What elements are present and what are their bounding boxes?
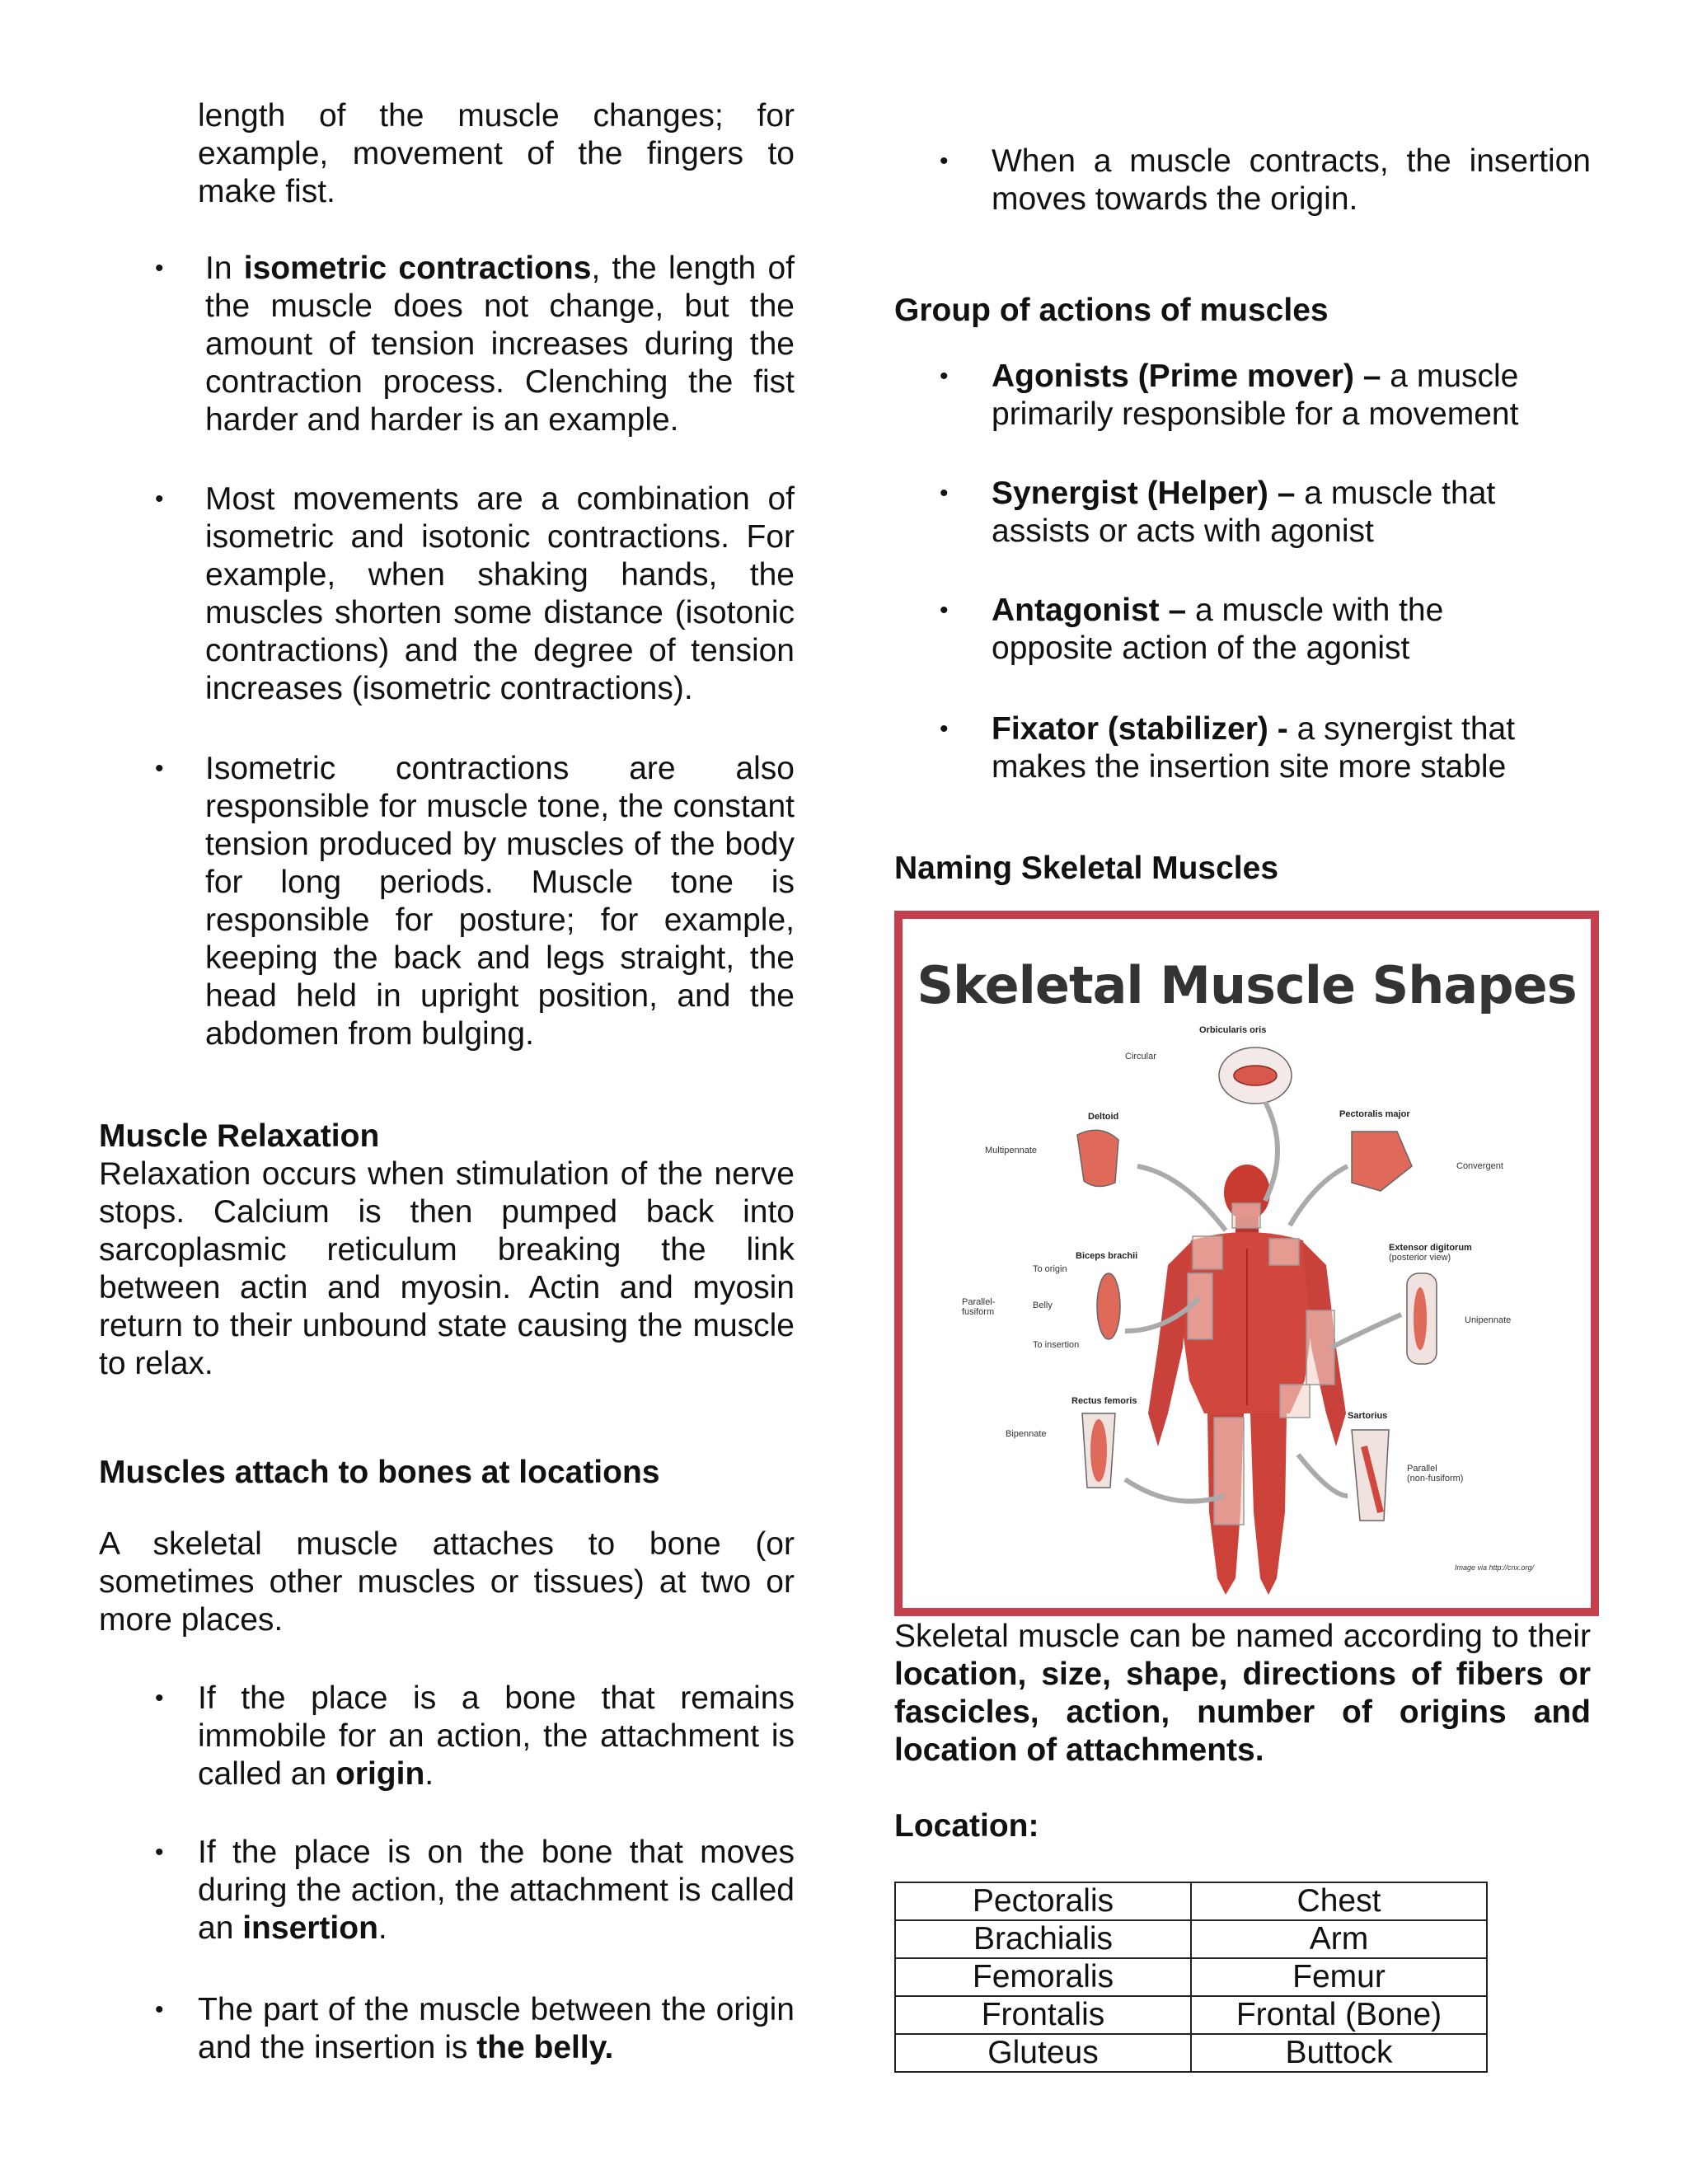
table-row [895, 1920, 1487, 1958]
inset-sartorius [1348, 1411, 1463, 1521]
bullet-dot: • [940, 597, 949, 624]
bullet-dot: • [155, 1685, 164, 1712]
inset-deltoid [985, 1112, 1118, 1187]
inset-extensor [1389, 1243, 1511, 1364]
table-cell: Buttock [1191, 2034, 1487, 2072]
table-row [895, 1958, 1487, 1996]
figure-title: Skeletal Muscle Shapes [917, 955, 1577, 1015]
bullet-dot: • [155, 255, 164, 282]
bullet-dot: • [155, 755, 164, 782]
table-cell: Arm [1191, 1920, 1487, 1958]
intro-continued-text: length of the muscle changes; for example, movement of the fingers to make fist. [198, 98, 795, 209]
label-circular: Circular [1125, 1052, 1156, 1062]
skeletal-muscle-shapes-figure [894, 911, 1599, 1616]
naming-text-bold: location, size, shape, directions of fibers or fascicles, action, number of origins and location of attachments. [894, 1657, 1591, 1768]
table-cell: Frontalis [895, 1996, 1191, 2034]
body-figure [1148, 1165, 1346, 1595]
label-parallel-2: (non-fusiform) [1407, 1474, 1464, 1483]
table-cell: Gluteus [895, 2034, 1191, 2072]
label-deltoid: Deltoid [1088, 1112, 1119, 1122]
bullet-text: . [377, 1910, 387, 1946]
group-heading: Group of actions of muscles [894, 293, 1329, 328]
label-unipennate: Unipennate [1465, 1315, 1512, 1325]
bullet-dot: • [940, 480, 949, 507]
label-to-origin: To origin [1033, 1264, 1067, 1274]
label-multipennate: Multipennate [985, 1146, 1037, 1155]
label-bipennate: Bipennate [1006, 1429, 1047, 1439]
group-item-term: Synergist (Helper) – [992, 476, 1296, 511]
label-sartorius: Sartorius [1348, 1411, 1388, 1421]
bullet-bold: isometric contractions [243, 251, 592, 286]
relaxation-text: Relaxation occurs when stimulation of the nerve stops. Calcium is then pumped back into sarcoplasmic reticulum breaking the link between actin and myosin. Actin and myosin return to their unbound state causing the muscle to relax. [99, 1156, 795, 1381]
group-item-term: Antagonist – [992, 593, 1187, 628]
bullet-insertion [198, 1834, 795, 1947]
table-cell: Femur [1191, 1958, 1487, 1996]
table-cell: Brachialis [895, 1920, 1191, 1958]
group-item-term: Agonists (Prime mover) – [992, 359, 1381, 394]
table-row [895, 2034, 1487, 2072]
table-cell: Pectoralis [895, 1882, 1191, 1920]
group-item-def: a muscle with the opposite action of the agonist [992, 593, 1444, 666]
muscle-diagram [903, 919, 1591, 1608]
table-cell: Frontal (Bone) [1191, 1996, 1487, 2034]
bullet-text: , the length of the muscle does not change, but the amount of tension increases during the contraction process. Clenching the fist harder and harder is an example. [205, 251, 795, 438]
bullet-dot: • [940, 715, 949, 743]
label-parallel-fusiform: Parallel- [962, 1297, 996, 1307]
label-pectoralis: Pectoralis major [1339, 1109, 1410, 1119]
location-table [894, 1882, 1488, 2073]
label-orbicularis: Orbicularis oris [1199, 1025, 1267, 1035]
naming-text [894, 1618, 1591, 1769]
bullet-dot: • [155, 485, 164, 513]
bullet-contracts: When a muscle contracts, the insertion moves towards the origin. [992, 143, 1591, 217]
bullet-bold: insertion [242, 1910, 378, 1946]
inset-pectoralis [1339, 1109, 1503, 1191]
label-parallel-fusiform-2: fusiform [962, 1307, 995, 1317]
label-belly: Belly [1033, 1301, 1053, 1310]
table-cell: Chest [1191, 1882, 1487, 1920]
naming-text-plain: Skeletal muscle can be named according to their [894, 1619, 1591, 1654]
group-item-def: a muscle primarily responsible for a movement [992, 359, 1519, 432]
bullet-bold: the belly. [476, 2030, 614, 2065]
label-parallel: Parallel [1407, 1464, 1437, 1474]
table-row [895, 1882, 1487, 1920]
group-item-def: a synergist that makes the insertion site more stable [992, 711, 1516, 785]
bullet-isometric [205, 250, 795, 439]
bullet-dot: • [155, 1839, 164, 1866]
label-to-insertion: To insertion [1033, 1340, 1080, 1350]
bullet-origin [198, 1680, 795, 1793]
group-item-def: a muscle that assists or acts with agonist [992, 476, 1496, 549]
bullet-text: If the place is on the bone that moves during the action, the attachment is called an [198, 1835, 795, 1946]
label-biceps: Biceps brachii [1076, 1251, 1138, 1261]
bullet-dot: • [940, 148, 949, 175]
label-extensor: Extensor digitorum [1389, 1243, 1472, 1253]
group-item-synergist [992, 475, 1519, 551]
figure-credit: Image via http://cnx.org/ [1455, 1563, 1535, 1572]
label-convergent: Convergent [1456, 1161, 1503, 1171]
group-item-agonist [992, 358, 1591, 434]
bullet-dot: • [940, 363, 949, 390]
bullet-combination: Most movements are a combination of isometric and isotonic contractions. For example, when shaking hands, the muscles shorten some distance (isotonic contractions) and the degree of tension increases (isometric contractions). [205, 481, 795, 706]
inset-biceps [962, 1251, 1137, 1350]
inset-orbicularis [1125, 1025, 1292, 1104]
table-cell: Femoralis [895, 1958, 1191, 1996]
group-item-fixator [992, 710, 1568, 786]
bullet-text: . [424, 1756, 434, 1792]
label-extensor-2: (posterior view) [1389, 1253, 1451, 1263]
relaxation-heading: Muscle Relaxation [99, 1118, 380, 1154]
bullet-text: The part of the muscle between the origin and the insertion is [198, 1992, 795, 2065]
bullet-text: In [205, 251, 244, 286]
location-heading: Location: [894, 1808, 1039, 1844]
attach-heading: Muscles attach to bones at locations [99, 1455, 660, 1490]
bullet-muscle-tone: Isometric contractions are also responsible for muscle tone, the constant tension produced by muscles of the body for long periods. Muscle tone is responsible for posture; for example, keeping the back and legs straight, the head held in upright position, and the abdomen from bulging. [205, 751, 795, 1052]
group-item-antagonist [992, 592, 1470, 668]
bullet-dot: • [155, 1996, 164, 2023]
bullet-bold: origin [335, 1756, 425, 1792]
naming-heading: Naming Skeletal Muscles [894, 851, 1279, 886]
bullet-text: If the place is a bone that remains immobile for an action, the attachment is called an [198, 1680, 795, 1792]
inset-rectus [1006, 1396, 1137, 1488]
attach-text: A skeletal muscle attaches to bone (or sometimes other muscles or tissues) at two or more places. [99, 1526, 795, 1638]
bullet-belly [198, 1991, 795, 2067]
label-rectus: Rectus femoris [1071, 1396, 1137, 1406]
group-item-term: Fixator (stabilizer) - [992, 711, 1288, 747]
table-row [895, 1996, 1487, 2034]
